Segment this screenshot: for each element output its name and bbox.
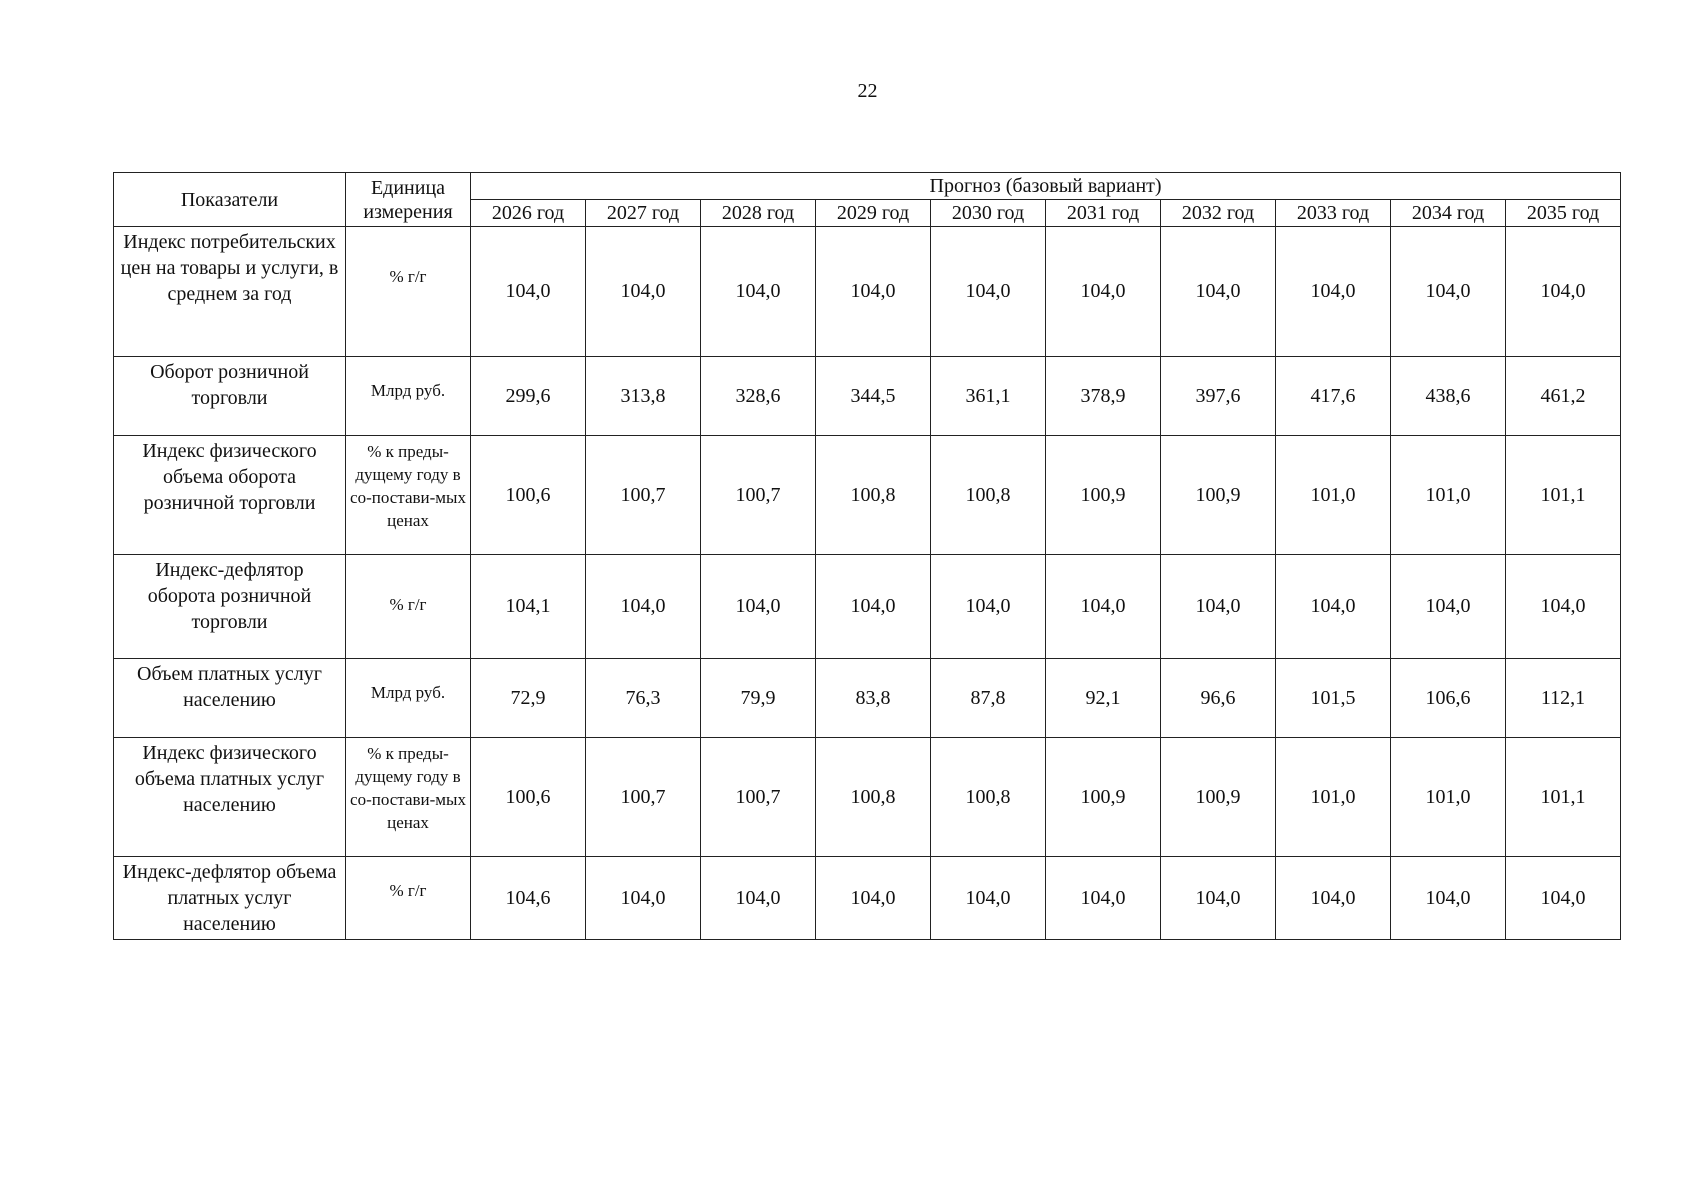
table-cell: 104,0 bbox=[1391, 857, 1506, 940]
table-cell: 397,6 bbox=[1161, 357, 1276, 436]
table-cell: 104,0 bbox=[1276, 857, 1391, 940]
table-cell: 100,6 bbox=[471, 738, 586, 857]
row-indicator: Индекс-дефлятор оборота розничной торговли bbox=[114, 555, 346, 659]
table-cell: 344,5 bbox=[816, 357, 931, 436]
table-cell: 100,9 bbox=[1046, 738, 1161, 857]
header-year: 2029 год bbox=[816, 200, 931, 227]
table-cell: 104,0 bbox=[1046, 227, 1161, 357]
header-forecast: Прогноз (базовый вариант) bbox=[471, 173, 1621, 200]
table-cell: 104,0 bbox=[1506, 555, 1621, 659]
header-year: 2032 год bbox=[1161, 200, 1276, 227]
header-year: 2034 год bbox=[1391, 200, 1506, 227]
table-cell: 104,0 bbox=[1506, 227, 1621, 357]
table-row bbox=[114, 555, 1621, 659]
row-unit: Млрд руб. bbox=[346, 357, 471, 436]
table-cell: 101,1 bbox=[1506, 436, 1621, 555]
table-row bbox=[114, 659, 1621, 738]
table-cell: 104,0 bbox=[586, 227, 701, 357]
row-unit: % г/г bbox=[346, 227, 471, 357]
header-year: 2026 год bbox=[471, 200, 586, 227]
table-cell: 106,6 bbox=[1391, 659, 1506, 738]
row-indicator: Оборот розничной торговли bbox=[114, 357, 346, 436]
table-row bbox=[114, 357, 1621, 436]
table-cell: 92,1 bbox=[1046, 659, 1161, 738]
header-row bbox=[114, 173, 1621, 200]
header-unit: Единица измерения bbox=[346, 173, 471, 227]
table-cell: 100,8 bbox=[816, 436, 931, 555]
row-unit: Млрд руб. bbox=[346, 659, 471, 738]
table-cell: 83,8 bbox=[816, 659, 931, 738]
table-cell: 104,0 bbox=[701, 857, 816, 940]
table-cell: 100,7 bbox=[701, 436, 816, 555]
table-cell: 112,1 bbox=[1506, 659, 1621, 738]
table-cell: 100,7 bbox=[586, 738, 701, 857]
table-cell: 76,3 bbox=[586, 659, 701, 738]
header-year: 2035 год bbox=[1506, 200, 1621, 227]
row-indicator: Объем платных услуг населению bbox=[114, 659, 346, 738]
table-cell: 100,9 bbox=[1046, 436, 1161, 555]
table-cell: 104,6 bbox=[471, 857, 586, 940]
table-cell: 101,0 bbox=[1391, 436, 1506, 555]
table-cell: 104,0 bbox=[931, 857, 1046, 940]
table-cell: 104,0 bbox=[586, 857, 701, 940]
forecast-table-container bbox=[113, 172, 1621, 940]
table-cell: 100,8 bbox=[931, 436, 1046, 555]
table-cell: 104,0 bbox=[701, 555, 816, 659]
table-row bbox=[114, 738, 1621, 857]
row-unit: % г/г bbox=[346, 555, 471, 659]
header-year: 2027 год bbox=[586, 200, 701, 227]
table-cell: 104,0 bbox=[931, 227, 1046, 357]
row-unit: % к преды-дущему году в со-постави-мых ценах bbox=[346, 436, 471, 555]
table-cell: 104,0 bbox=[1046, 857, 1161, 940]
table-cell: 100,8 bbox=[816, 738, 931, 857]
table-cell: 313,8 bbox=[586, 357, 701, 436]
table-cell: 104,0 bbox=[816, 227, 931, 357]
table-row bbox=[114, 857, 1621, 940]
row-indicator: Индекс физического объема платных услуг населению bbox=[114, 738, 346, 857]
table-cell: 104,0 bbox=[1276, 227, 1391, 357]
table-cell: 104,1 bbox=[471, 555, 586, 659]
table-cell: 328,6 bbox=[701, 357, 816, 436]
row-unit: % г/г bbox=[346, 857, 471, 940]
table-cell: 104,0 bbox=[816, 857, 931, 940]
table-cell: 378,9 bbox=[1046, 357, 1161, 436]
table-cell: 299,6 bbox=[471, 357, 586, 436]
table-cell: 100,7 bbox=[586, 436, 701, 555]
table-cell: 79,9 bbox=[701, 659, 816, 738]
table-cell: 104,0 bbox=[471, 227, 586, 357]
row-indicator: Индекс потребительских цен на товары и услуги, в среднем за год bbox=[114, 227, 346, 357]
table-cell: 100,9 bbox=[1161, 738, 1276, 857]
table-cell: 104,0 bbox=[1391, 555, 1506, 659]
table-cell: 96,6 bbox=[1161, 659, 1276, 738]
table-row bbox=[114, 436, 1621, 555]
table-cell: 104,0 bbox=[1046, 555, 1161, 659]
header-year: 2028 год bbox=[701, 200, 816, 227]
row-indicator: Индекс физического объема оборота розничной торговли bbox=[114, 436, 346, 555]
row-unit: % к преды-дущему году в со-постави-мых ценах bbox=[346, 738, 471, 857]
table-cell: 104,0 bbox=[1276, 555, 1391, 659]
table-cell: 72,9 bbox=[471, 659, 586, 738]
table-cell: 104,0 bbox=[586, 555, 701, 659]
table-cell: 104,0 bbox=[1161, 555, 1276, 659]
header-year: 2031 год bbox=[1046, 200, 1161, 227]
table-cell: 104,0 bbox=[701, 227, 816, 357]
row-indicator: Индекс-дефлятор объема платных услуг населению bbox=[114, 857, 346, 940]
header-indicators: Показатели bbox=[114, 173, 346, 227]
table-cell: 104,0 bbox=[1506, 857, 1621, 940]
table-cell: 438,6 bbox=[1391, 357, 1506, 436]
table-cell: 104,0 bbox=[1391, 227, 1506, 357]
table-cell: 361,1 bbox=[931, 357, 1046, 436]
page-number: 22 bbox=[857, 80, 878, 102]
header-year: 2030 год bbox=[931, 200, 1046, 227]
table-cell: 101,0 bbox=[1391, 738, 1506, 857]
table-cell: 101,5 bbox=[1276, 659, 1391, 738]
table-cell: 100,7 bbox=[701, 738, 816, 857]
table-cell: 100,9 bbox=[1161, 436, 1276, 555]
table-cell: 461,2 bbox=[1506, 357, 1621, 436]
table-cell: 104,0 bbox=[816, 555, 931, 659]
table-cell: 104,0 bbox=[1161, 857, 1276, 940]
table-cell: 100,8 bbox=[931, 738, 1046, 857]
table-cell: 417,6 bbox=[1276, 357, 1391, 436]
table-row bbox=[114, 227, 1621, 357]
table-cell: 101,0 bbox=[1276, 738, 1391, 857]
table-cell: 104,0 bbox=[931, 555, 1046, 659]
table-cell: 87,8 bbox=[931, 659, 1046, 738]
table-cell: 104,0 bbox=[1161, 227, 1276, 357]
table-cell: 101,0 bbox=[1276, 436, 1391, 555]
header-year: 2033 год bbox=[1276, 200, 1391, 227]
table-cell: 100,6 bbox=[471, 436, 586, 555]
table-cell: 101,1 bbox=[1506, 738, 1621, 857]
forecast-table bbox=[113, 172, 1621, 940]
